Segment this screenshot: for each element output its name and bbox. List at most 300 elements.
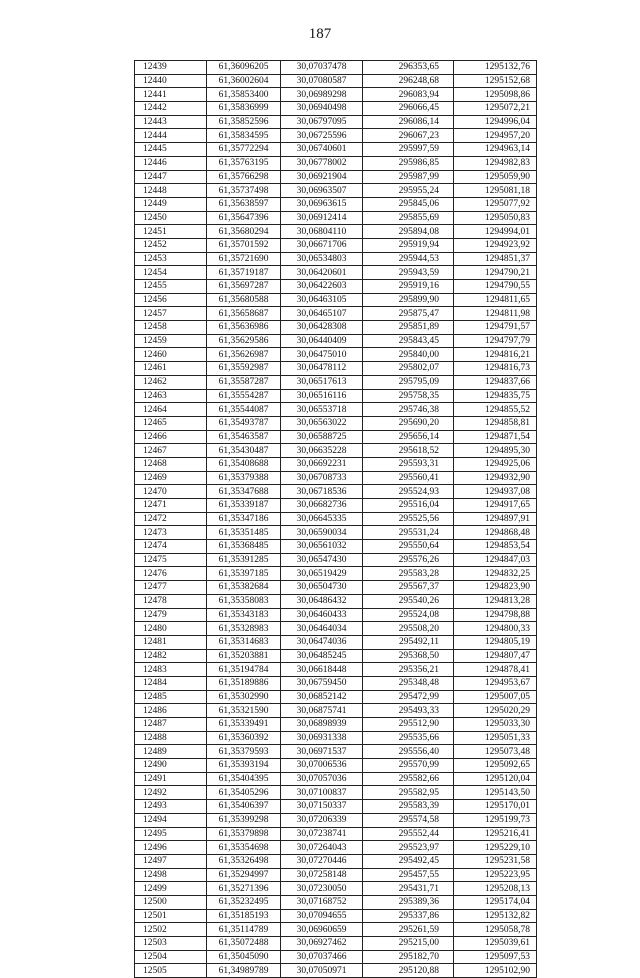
x-coordinate-cell: 295535,66 (363, 731, 454, 745)
longitude-cell: 30,06485245 (281, 649, 363, 663)
table-row (135, 868, 537, 882)
point-number-cell: 12443 (135, 115, 207, 129)
x-coordinate-cell: 295582,95 (363, 786, 454, 800)
longitude-cell: 30,07057036 (281, 772, 363, 786)
table-row (135, 663, 537, 677)
x-coordinate-cell: 295758,35 (363, 389, 454, 403)
point-number-cell: 12467 (135, 444, 207, 458)
point-number-cell: 12468 (135, 457, 207, 471)
y-coordinate-cell: 1295152,68 (454, 74, 537, 88)
y-coordinate-cell: 1295092,65 (454, 759, 537, 773)
longitude-cell: 30,07150337 (281, 800, 363, 814)
table-row (135, 854, 537, 868)
latitude-cell: 61,35189886 (207, 676, 281, 690)
point-number-cell: 12441 (135, 88, 207, 102)
x-coordinate-cell: 295356,21 (363, 663, 454, 677)
latitude-cell: 61,35636986 (207, 321, 281, 335)
table-row (135, 197, 537, 211)
x-coordinate-cell: 295919,16 (363, 280, 454, 294)
longitude-cell: 30,06440409 (281, 334, 363, 348)
latitude-cell: 61,35314683 (207, 635, 281, 649)
x-coordinate-cell: 295512,90 (363, 718, 454, 732)
point-number-cell: 12503 (135, 937, 207, 951)
point-number-cell: 12478 (135, 594, 207, 608)
latitude-cell: 61,35379898 (207, 827, 281, 841)
y-coordinate-cell: 1294982,83 (454, 156, 537, 170)
table-row (135, 321, 537, 335)
longitude-cell: 30,06692231 (281, 457, 363, 471)
y-coordinate-cell: 1295216,41 (454, 827, 537, 841)
x-coordinate-cell: 295899,90 (363, 293, 454, 307)
latitude-cell: 61,35430487 (207, 444, 281, 458)
y-coordinate-cell: 1295174,04 (454, 895, 537, 909)
y-coordinate-cell: 1294807,47 (454, 649, 537, 663)
table-row (135, 129, 537, 143)
longitude-cell: 30,06547430 (281, 553, 363, 567)
y-coordinate-cell: 1295097,53 (454, 950, 537, 964)
longitude-cell: 30,06563022 (281, 416, 363, 430)
page-number: 187 (308, 26, 332, 42)
longitude-cell: 30,06960659 (281, 923, 363, 937)
y-coordinate-cell: 1294853,54 (454, 540, 537, 554)
x-coordinate-cell: 295570,99 (363, 759, 454, 773)
latitude-cell: 61,35343183 (207, 608, 281, 622)
y-coordinate-cell: 1294837,66 (454, 375, 537, 389)
table-row (135, 786, 537, 800)
y-coordinate-cell: 1295051,33 (454, 731, 537, 745)
latitude-cell: 61,35339187 (207, 499, 281, 513)
table-row (135, 909, 537, 923)
longitude-cell: 30,07037466 (281, 950, 363, 964)
y-coordinate-cell: 1294925,06 (454, 457, 537, 471)
x-coordinate-cell: 295875,47 (363, 307, 454, 321)
point-number-cell: 12474 (135, 540, 207, 554)
longitude-cell: 30,06517613 (281, 375, 363, 389)
table-row (135, 280, 537, 294)
latitude-cell: 61,35763195 (207, 156, 281, 170)
point-number-cell: 12479 (135, 608, 207, 622)
longitude-cell: 30,06797095 (281, 115, 363, 129)
x-coordinate-cell: 295431,71 (363, 882, 454, 896)
longitude-cell: 30,07050971 (281, 964, 363, 978)
point-number-cell: 12484 (135, 676, 207, 690)
y-coordinate-cell: 1294790,55 (454, 280, 537, 294)
point-number-cell: 12471 (135, 499, 207, 513)
x-coordinate-cell: 295919,94 (363, 238, 454, 252)
y-coordinate-cell: 1294816,21 (454, 348, 537, 362)
point-number-cell: 12494 (135, 813, 207, 827)
table-row (135, 485, 537, 499)
point-number-cell: 12452 (135, 238, 207, 252)
longitude-cell: 30,07206339 (281, 813, 363, 827)
latitude-cell: 61,35493787 (207, 416, 281, 430)
y-coordinate-cell: 1295229,10 (454, 841, 537, 855)
point-number-cell: 12486 (135, 704, 207, 718)
latitude-cell: 61,35194784 (207, 663, 281, 677)
longitude-cell: 30,06504730 (281, 581, 363, 595)
table-row (135, 225, 537, 239)
y-coordinate-cell: 1295231,58 (454, 854, 537, 868)
latitude-cell: 61,35326498 (207, 854, 281, 868)
longitude-cell: 30,07230050 (281, 882, 363, 896)
latitude-cell: 61,35391285 (207, 553, 281, 567)
x-coordinate-cell: 295492,45 (363, 854, 454, 868)
longitude-cell: 30,06963507 (281, 184, 363, 198)
x-coordinate-cell: 295986,85 (363, 156, 454, 170)
longitude-cell: 30,06778002 (281, 156, 363, 170)
point-number-cell: 12448 (135, 184, 207, 198)
y-coordinate-cell: 1295223,95 (454, 868, 537, 882)
y-coordinate-cell: 1295208,13 (454, 882, 537, 896)
y-coordinate-cell: 1294917,65 (454, 499, 537, 513)
latitude-cell: 61,35629586 (207, 334, 281, 348)
table-row (135, 266, 537, 280)
point-number-cell: 12464 (135, 403, 207, 417)
latitude-cell: 61,35339491 (207, 718, 281, 732)
point-number-cell: 12495 (135, 827, 207, 841)
table-row (135, 581, 537, 595)
x-coordinate-cell: 295560,41 (363, 471, 454, 485)
longitude-cell: 30,06561032 (281, 540, 363, 554)
table-row (135, 211, 537, 225)
table-row (135, 348, 537, 362)
y-coordinate-cell: 1295143,50 (454, 786, 537, 800)
point-number-cell: 12477 (135, 581, 207, 595)
point-number-cell: 12458 (135, 321, 207, 335)
longitude-cell: 30,06971537 (281, 745, 363, 759)
longitude-cell: 30,07270446 (281, 854, 363, 868)
x-coordinate-cell: 295583,28 (363, 567, 454, 581)
y-coordinate-cell: 1295033,30 (454, 718, 537, 732)
table-row (135, 403, 537, 417)
latitude-cell: 61,35232495 (207, 895, 281, 909)
table-row (135, 895, 537, 909)
latitude-cell: 61,35302990 (207, 690, 281, 704)
point-number-cell: 12472 (135, 512, 207, 526)
point-number-cell: 12491 (135, 772, 207, 786)
x-coordinate-cell: 295182,70 (363, 950, 454, 964)
y-coordinate-cell: 1295081,18 (454, 184, 537, 198)
point-number-cell: 12451 (135, 225, 207, 239)
table-row (135, 553, 537, 567)
latitude-cell: 61,35554287 (207, 389, 281, 403)
y-coordinate-cell: 1294932,90 (454, 471, 537, 485)
longitude-cell: 30,07006536 (281, 759, 363, 773)
y-coordinate-cell: 1295007,05 (454, 690, 537, 704)
x-coordinate-cell: 295337,86 (363, 909, 454, 923)
y-coordinate-cell: 1294805,19 (454, 635, 537, 649)
y-coordinate-cell: 1294797,79 (454, 334, 537, 348)
y-coordinate-cell: 1295039,61 (454, 937, 537, 951)
latitude-cell: 61,35321590 (207, 704, 281, 718)
y-coordinate-cell: 1295020,29 (454, 704, 537, 718)
x-coordinate-cell: 295955,24 (363, 184, 454, 198)
table-row (135, 950, 537, 964)
y-coordinate-cell: 1294897,91 (454, 512, 537, 526)
latitude-cell: 61,35587287 (207, 375, 281, 389)
x-coordinate-cell: 295493,33 (363, 704, 454, 718)
x-coordinate-cell: 295582,66 (363, 772, 454, 786)
point-number-cell: 12500 (135, 895, 207, 909)
y-coordinate-cell: 1295058,78 (454, 923, 537, 937)
table-row (135, 512, 537, 526)
latitude-cell: 61,36096205 (207, 61, 281, 75)
table-row (135, 718, 537, 732)
table-row (135, 293, 537, 307)
table-row (135, 676, 537, 690)
x-coordinate-cell: 295845,06 (363, 197, 454, 211)
latitude-cell: 61,35114789 (207, 923, 281, 937)
point-number-cell: 12455 (135, 280, 207, 294)
x-coordinate-cell: 295540,26 (363, 594, 454, 608)
longitude-cell: 30,06682736 (281, 499, 363, 513)
table-row (135, 800, 537, 814)
y-coordinate-cell: 1294823,90 (454, 581, 537, 595)
latitude-cell: 61,35544087 (207, 403, 281, 417)
longitude-cell: 30,06422603 (281, 280, 363, 294)
longitude-cell: 30,06759450 (281, 676, 363, 690)
latitude-cell: 61,35404395 (207, 772, 281, 786)
latitude-cell: 61,35834595 (207, 129, 281, 143)
x-coordinate-cell: 295389,36 (363, 895, 454, 909)
x-coordinate-cell: 295457,55 (363, 868, 454, 882)
latitude-cell: 61,35072488 (207, 937, 281, 951)
latitude-cell: 61,35701592 (207, 238, 281, 252)
x-coordinate-cell: 295855,69 (363, 211, 454, 225)
longitude-cell: 30,06553718 (281, 403, 363, 417)
x-coordinate-cell: 295583,39 (363, 800, 454, 814)
point-number-cell: 12489 (135, 745, 207, 759)
longitude-cell: 30,06635228 (281, 444, 363, 458)
y-coordinate-cell: 1294847,03 (454, 553, 537, 567)
table-row (135, 88, 537, 102)
latitude-cell: 61,35347186 (207, 512, 281, 526)
table-row (135, 813, 537, 827)
latitude-cell: 61,35379388 (207, 471, 281, 485)
point-number-cell: 12504 (135, 950, 207, 964)
latitude-cell: 61,35397185 (207, 567, 281, 581)
y-coordinate-cell: 1294813,28 (454, 594, 537, 608)
y-coordinate-cell: 1295132,76 (454, 61, 537, 75)
point-number-cell: 12442 (135, 102, 207, 116)
longitude-cell: 30,06671706 (281, 238, 363, 252)
x-coordinate-cell: 295523,97 (363, 841, 454, 855)
table-row (135, 540, 537, 554)
latitude-cell: 61,35772294 (207, 143, 281, 157)
y-coordinate-cell: 1294937,08 (454, 485, 537, 499)
latitude-cell: 61,35045090 (207, 950, 281, 964)
longitude-cell: 30,07264043 (281, 841, 363, 855)
point-number-cell: 12439 (135, 61, 207, 75)
x-coordinate-cell: 295746,38 (363, 403, 454, 417)
x-coordinate-cell: 295120,88 (363, 964, 454, 978)
latitude-cell: 61,35351485 (207, 526, 281, 540)
point-number-cell: 12493 (135, 800, 207, 814)
longitude-cell: 30,06718536 (281, 485, 363, 499)
point-number-cell: 12453 (135, 252, 207, 266)
table-row (135, 499, 537, 513)
longitude-cell: 30,06519429 (281, 567, 363, 581)
longitude-cell: 30,06898939 (281, 718, 363, 732)
latitude-cell: 61,35354698 (207, 841, 281, 855)
y-coordinate-cell: 1294996,04 (454, 115, 537, 129)
table-row (135, 594, 537, 608)
longitude-cell: 30,06725596 (281, 129, 363, 143)
point-number-cell: 12501 (135, 909, 207, 923)
point-number-cell: 12447 (135, 170, 207, 184)
latitude-cell: 61,35737498 (207, 184, 281, 198)
x-coordinate-cell: 295894,08 (363, 225, 454, 239)
y-coordinate-cell: 1295059,90 (454, 170, 537, 184)
y-coordinate-cell: 1295077,92 (454, 197, 537, 211)
longitude-cell: 30,06931338 (281, 731, 363, 745)
latitude-cell: 61,35185193 (207, 909, 281, 923)
table-row (135, 143, 537, 157)
point-number-cell: 12473 (135, 526, 207, 540)
point-number-cell: 12481 (135, 635, 207, 649)
y-coordinate-cell: 1294811,65 (454, 293, 537, 307)
point-number-cell: 12449 (135, 197, 207, 211)
point-number-cell: 12462 (135, 375, 207, 389)
y-coordinate-cell: 1295098,86 (454, 88, 537, 102)
table-row (135, 115, 537, 129)
point-number-cell: 12476 (135, 567, 207, 581)
longitude-cell: 30,06921904 (281, 170, 363, 184)
table-row (135, 156, 537, 170)
point-number-cell: 12497 (135, 854, 207, 868)
x-coordinate-cell: 295261,59 (363, 923, 454, 937)
x-coordinate-cell: 295492,11 (363, 635, 454, 649)
coordinates-table-body (135, 61, 537, 978)
point-number-cell: 12469 (135, 471, 207, 485)
table-row (135, 74, 537, 88)
latitude-cell: 61,35399298 (207, 813, 281, 827)
latitude-cell: 61,34989789 (207, 964, 281, 978)
y-coordinate-cell: 1294851,37 (454, 252, 537, 266)
latitude-cell: 61,35638597 (207, 197, 281, 211)
y-coordinate-cell: 1294878,41 (454, 663, 537, 677)
latitude-cell: 61,35406397 (207, 800, 281, 814)
x-coordinate-cell: 295987,99 (363, 170, 454, 184)
latitude-cell: 61,35328983 (207, 622, 281, 636)
x-coordinate-cell: 295368,50 (363, 649, 454, 663)
point-number-cell: 12485 (135, 690, 207, 704)
table-row (135, 937, 537, 951)
table-row (135, 61, 537, 75)
table-row (135, 457, 537, 471)
y-coordinate-cell: 1294953,67 (454, 676, 537, 690)
table-row (135, 362, 537, 376)
table-row (135, 841, 537, 855)
point-number-cell: 12480 (135, 622, 207, 636)
longitude-cell: 30,06927462 (281, 937, 363, 951)
x-coordinate-cell: 295795,09 (363, 375, 454, 389)
point-number-cell: 12488 (135, 731, 207, 745)
point-number-cell: 12445 (135, 143, 207, 157)
longitude-cell: 30,07100837 (281, 786, 363, 800)
latitude-cell: 61,35358083 (207, 594, 281, 608)
y-coordinate-cell: 1294811,98 (454, 307, 537, 321)
latitude-cell: 61,35626987 (207, 348, 281, 362)
point-number-cell: 12466 (135, 430, 207, 444)
x-coordinate-cell: 296086,14 (363, 115, 454, 129)
longitude-cell: 30,07258148 (281, 868, 363, 882)
table-row (135, 184, 537, 198)
x-coordinate-cell: 295690,20 (363, 416, 454, 430)
y-coordinate-cell: 1294800,33 (454, 622, 537, 636)
y-coordinate-cell: 1294832,25 (454, 567, 537, 581)
x-coordinate-cell: 295576,26 (363, 553, 454, 567)
table-row (135, 731, 537, 745)
latitude-cell: 61,35592987 (207, 362, 281, 376)
x-coordinate-cell: 295556,40 (363, 745, 454, 759)
point-number-cell: 12490 (135, 759, 207, 773)
table-row (135, 704, 537, 718)
table-row (135, 608, 537, 622)
longitude-cell: 30,06708733 (281, 471, 363, 485)
longitude-cell: 30,06534803 (281, 252, 363, 266)
table-row (135, 375, 537, 389)
x-coordinate-cell: 295524,08 (363, 608, 454, 622)
longitude-cell: 30,06912414 (281, 211, 363, 225)
point-number-cell: 12492 (135, 786, 207, 800)
table-row (135, 745, 537, 759)
x-coordinate-cell: 295997,59 (363, 143, 454, 157)
x-coordinate-cell: 295508,20 (363, 622, 454, 636)
latitude-cell: 61,35405296 (207, 786, 281, 800)
y-coordinate-cell: 1295073,48 (454, 745, 537, 759)
table-row (135, 444, 537, 458)
x-coordinate-cell: 295472,99 (363, 690, 454, 704)
table-row (135, 416, 537, 430)
latitude-cell: 61,35719187 (207, 266, 281, 280)
y-coordinate-cell: 1294923,92 (454, 238, 537, 252)
point-number-cell: 12454 (135, 266, 207, 280)
y-coordinate-cell: 1295170,01 (454, 800, 537, 814)
point-number-cell: 12459 (135, 334, 207, 348)
point-number-cell: 12499 (135, 882, 207, 896)
point-number-cell: 12440 (135, 74, 207, 88)
y-coordinate-cell: 1294835,75 (454, 389, 537, 403)
latitude-cell: 61,35647396 (207, 211, 281, 225)
point-number-cell: 12460 (135, 348, 207, 362)
longitude-cell: 30,06460433 (281, 608, 363, 622)
table-row (135, 759, 537, 773)
y-coordinate-cell: 1294791,57 (454, 321, 537, 335)
table-row (135, 334, 537, 348)
table-row (135, 430, 537, 444)
y-coordinate-cell: 1295199,73 (454, 813, 537, 827)
table-row (135, 923, 537, 937)
point-number-cell: 12487 (135, 718, 207, 732)
x-coordinate-cell: 295348,48 (363, 676, 454, 690)
point-number-cell: 12457 (135, 307, 207, 321)
table-row (135, 102, 537, 116)
y-coordinate-cell: 1295102,90 (454, 964, 537, 978)
longitude-cell: 30,06940498 (281, 102, 363, 116)
point-number-cell: 12498 (135, 868, 207, 882)
point-number-cell: 12456 (135, 293, 207, 307)
y-coordinate-cell: 1294963,14 (454, 143, 537, 157)
point-number-cell: 12502 (135, 923, 207, 937)
x-coordinate-cell: 296353,65 (363, 61, 454, 75)
latitude-cell: 61,35271396 (207, 882, 281, 896)
y-coordinate-cell: 1294895,30 (454, 444, 537, 458)
longitude-cell: 30,06478112 (281, 362, 363, 376)
longitude-cell: 30,06989298 (281, 88, 363, 102)
longitude-cell: 30,06465107 (281, 307, 363, 321)
x-coordinate-cell: 295567,37 (363, 581, 454, 595)
